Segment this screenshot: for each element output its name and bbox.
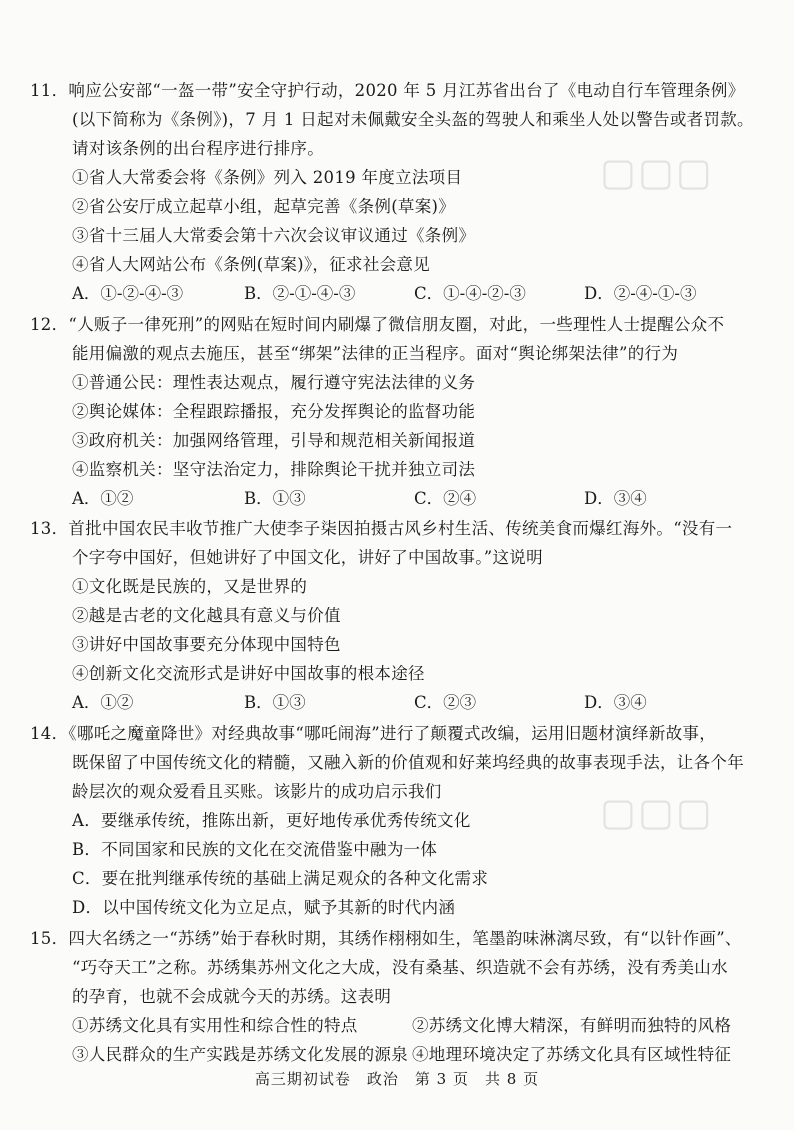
option-text: ②④ (443, 489, 477, 508)
option-text: ③④ (613, 489, 647, 508)
option-text: ③④ (613, 693, 647, 712)
option-text: ①② (100, 489, 134, 508)
question-14-text-line-3: 龄层次的观众爱看且买账。该影片的成功启示我们 (72, 782, 442, 801)
option-label: C． (414, 284, 444, 303)
question-12-text-line-2: 能用偏激的观点去施压，甚至“绑架”法律的正当程序。面对“舆论绑架法律”的行为 (72, 344, 679, 363)
statement-item: ④创新文化交流形式是讲好中国故事的根本途径 (72, 664, 425, 683)
option-a[interactable] (72, 692, 133, 714)
option-d[interactable] (584, 692, 647, 714)
option-c[interactable] (414, 488, 476, 510)
statement-item: ②苏绣文化博大精深，有鲜明而独特的风格 (412, 1016, 732, 1035)
question-14-text-line-1: 14．《哪吒之魔童降世》对经典故事“哪吒闹海”进行了颠覆式改编，运用旧题材演绎新故事， (30, 724, 717, 743)
statement-item: ④监察机关：坚守法治定力，排除舆论干扰并独立司法 (72, 460, 476, 479)
option-label: A． (72, 693, 101, 712)
option-c[interactable]: C．要在批判继承传统的基础上满足观众的各种文化需求 (72, 869, 489, 888)
option-label: D． (584, 693, 614, 712)
statement-item: ②舆论媒体：全程跟踪播报，充分发挥舆论的监督功能 (72, 402, 476, 421)
option-b[interactable]: B．不同国家和民族的文化在交流借鉴中融为一体 (72, 840, 438, 859)
option-text: ①-②-④-③ (100, 284, 184, 303)
question-13-text-line-2: 个字夸中国好，但她讲好了中国文化，讲好了中国故事。”这说明 (72, 548, 543, 567)
answer-options (72, 488, 754, 512)
option-text: ①-④-②-③ (443, 284, 526, 303)
option-text: ②-④-①-③ (613, 284, 697, 303)
option-label: B． (244, 693, 273, 712)
statement-item: ③政府机关：加强网络管理，引导和规范相关新闻报道 (72, 431, 476, 450)
option-text: ②-①-④-③ (272, 284, 356, 303)
question-13-text-line-1: 13．首批中国农民丰收节推广大使李子柒因拍摄古风乡村生活、传统美食而爆红海外。“没有一 (30, 519, 733, 538)
question-11-text-line-1: 11．响应公安部“一盔一带”安全守护行动，2020 年 5 月江苏省出台了《电动自行车管理条例》 (30, 81, 745, 100)
watermark: ▢▢▢ (600, 150, 714, 194)
option-a[interactable] (72, 488, 133, 510)
option-label: B． (244, 489, 273, 508)
option-a[interactable]: A．要继承传统，推陈出新，更好地传承优秀传统文化 (72, 811, 471, 830)
option-text: ①③ (272, 693, 306, 712)
statement-item: ①文化既是民族的，又是世界的 (72, 577, 308, 596)
option-text: ①③ (272, 489, 306, 508)
option-b[interactable] (244, 283, 355, 305)
option-label: C． (414, 489, 444, 508)
page-footer: 高三期初试卷 政治 第 3 页 共 8 页 (254, 1070, 540, 1088)
option-b[interactable] (244, 692, 306, 714)
statement-item: ②越是古老的文化越具有意义与价值 (72, 606, 341, 625)
question-15-text-line-2: “巧夺天工”之称。苏绣集苏州文化之大成，没有桑基、织造就不会有苏绣，没有秀美山水 (72, 958, 728, 977)
option-text: ①② (100, 693, 134, 712)
option-d[interactable] (584, 488, 647, 510)
statement-item: ①普通公民：理性表达观点，履行遵守宪法法律的义务 (72, 373, 476, 392)
option-label: B． (244, 284, 273, 303)
statement-item: ②省公安厅成立起草小组，起草完善《条例(草案)》 (72, 197, 456, 216)
option-label: A． (72, 489, 101, 508)
statement-item: ①省人大常委会将《条例》列入 2019 年度立法项目 (72, 168, 463, 187)
option-c[interactable] (414, 283, 526, 305)
option-d[interactable]: D．以中国传统文化为立足点，赋予其新的时代内涵 (72, 898, 456, 917)
option-a[interactable] (72, 283, 183, 305)
option-d[interactable] (584, 283, 696, 305)
statement-item: ④地理环境决定了苏绣文化具有区域性特征 (412, 1045, 732, 1064)
option-label: A． (72, 284, 101, 303)
question-12-text-line-1: 12．“人贩子一律死刑”的网贴在短时间内刷爆了微信朋友圈，对此，一些理性人士提醒公众不 (30, 315, 725, 334)
statement-item: ③人民群众的生产实践是苏绣文化发展的源泉 (72, 1045, 408, 1064)
statement-item: ③讲好中国故事要充分体现中国特色 (72, 635, 341, 654)
statement-item: ①苏绣文化具有实用性和综合性的特点 (72, 1016, 358, 1035)
answer-options (72, 283, 754, 307)
statement-item: ④省人大网站公布《条例(草案)》，征求社会意见 (72, 255, 431, 274)
statement-item: ③省十三届人大常委会第十六次会议审议通过《条例》 (72, 226, 476, 245)
option-label: D． (584, 284, 614, 303)
answer-options (72, 692, 754, 716)
question-15-text-line-3: 的孕育，也就不会成就今天的苏绣。这表明 (72, 987, 392, 1006)
option-text: ②③ (443, 693, 477, 712)
option-c[interactable] (414, 692, 476, 714)
option-b[interactable] (244, 488, 306, 510)
option-label: C． (414, 693, 444, 712)
question-15-text-line-1: 15．四大名绣之一“苏绣”始于春秋时期，其绣作栩栩如生，笔墨韵味淋漓尽致，有“以针作画”、 (30, 929, 742, 948)
option-label: D． (584, 489, 614, 508)
question-14-text-line-2: 既保留了中国传统文化的精髓，又融入新的价值观和好莱坞经典的故事表现手法，让各个年 (72, 753, 744, 772)
question-11-text-line-2: (以下简称为《条例》)，7 月 1 日起对未佩戴安全头盔的驾驶人和乘坐人处以警告或者罚款。 (72, 110, 754, 129)
watermark: ▢▢▢ (600, 790, 714, 834)
question-11-text-line-3: 请对该条例的出台程序进行排序。 (72, 139, 324, 158)
